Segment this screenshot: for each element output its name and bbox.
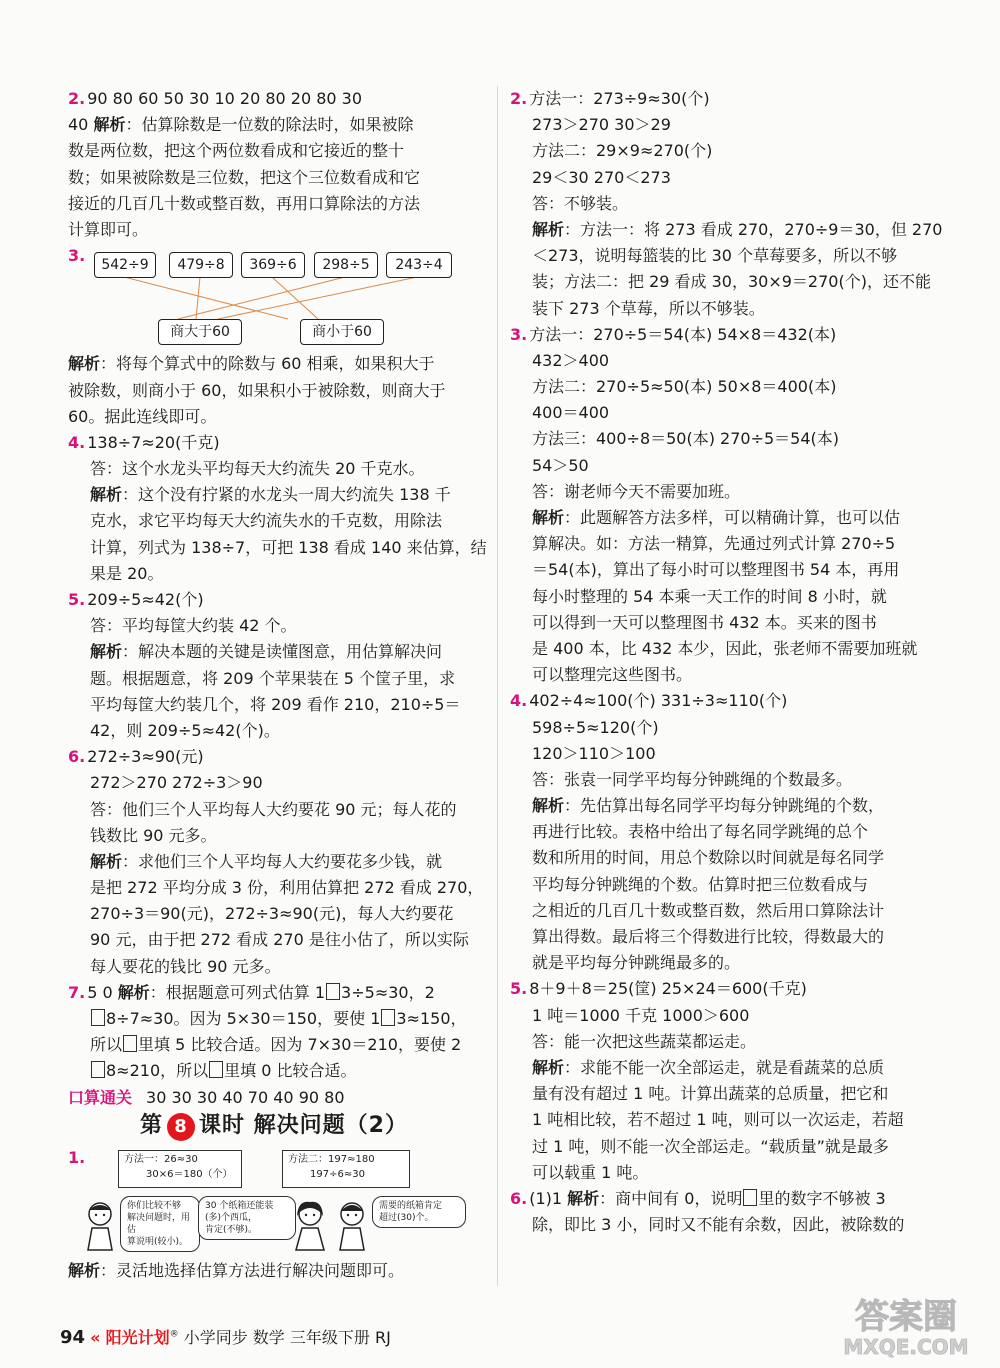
bubble-text: 算说明(较小)。 <box>127 1237 189 1247</box>
analysis-text: ：灵活地选择估算方法进行解决问题即可。 <box>100 1261 405 1280</box>
result-box-less: 商小于60 <box>300 319 384 345</box>
analysis-label: 解析 <box>68 354 101 374</box>
answer-text: 272÷3≈90(元) <box>87 747 204 767</box>
question-number: 7. <box>68 982 86 1002</box>
analysis-text: 接近的几百几十数或整百数，再用口算除法的方法 <box>68 193 421 213</box>
match-line <box>218 277 417 319</box>
blank-box <box>209 1061 223 1078</box>
girl-figure-icon <box>290 1200 330 1252</box>
question-number: 5. <box>510 979 528 999</box>
analysis-text: ：将每个算式中的除数与 60 相乘，如果积大于 <box>100 354 435 374</box>
watermark-logo <box>818 1290 994 1362</box>
kousuan-values: 30 30 30 40 70 40 90 80 <box>146 1087 345 1107</box>
analysis-text: 可以载重 1 吨。 <box>532 1162 649 1182</box>
question-7-left <box>68 980 492 1085</box>
answer-text: 方法一：273÷9≈30(个) <box>529 89 710 108</box>
answer-text: 138÷7≈20(千克) <box>87 432 220 452</box>
question-number: 6. <box>68 747 86 767</box>
answer-text: 29＜30 270＜273 <box>532 167 671 187</box>
analysis-text: 之相近的几百几十数或整百数，然后用口算除法计 <box>532 900 885 920</box>
question-number: 6. <box>510 1188 528 1208</box>
double-chevron-icon: « <box>90 1328 101 1347</box>
blank-box <box>381 1009 395 1026</box>
analysis-text: 题。根据题意，将 209 个苹果装在 5 个筐子里，求 <box>90 668 456 688</box>
question-number: 2. <box>68 89 86 108</box>
page-footer <box>60 1325 391 1348</box>
method-text: 30×6＝180（个） <box>146 1169 233 1180</box>
boy-figure-icon <box>80 1200 120 1252</box>
analysis-text: 270÷3＝90(元)，272÷3≈90(元)，每人大约要花 <box>90 904 454 924</box>
analysis-text: 算解决。如：方法一精算，先通过列式计算 270÷5 <box>532 534 896 554</box>
bubble-text: 30 个纸箱还能装 <box>205 1201 274 1211</box>
blank-box <box>326 983 340 1000</box>
analysis-label: 解析 <box>532 1057 565 1077</box>
question-number: 2. <box>510 89 528 108</box>
analysis-text: 算出得数。最后将三个得数进行比较，得数最大的 <box>532 927 885 946</box>
analysis-text: 过 1 吨，则不能一次全部运走。“载质量”就是最多 <box>532 1136 889 1156</box>
lesson8-analysis <box>68 1258 404 1284</box>
analysis-text: 90 元，由于把 272 看成 270 是往小估了，所以实际 <box>90 930 469 950</box>
blank-box <box>743 1189 757 1206</box>
analysis-text: ＜273，说明每篮装的比 30 个草莓要多，所以不够 <box>532 246 898 266</box>
question-5-left <box>68 587 492 744</box>
answer-text: 答：不够装。 <box>532 193 629 213</box>
analysis-text: ：先估算出每名同学平均每分钟跳绳的个数， <box>564 796 885 816</box>
lesson-number-badge: 8 <box>167 1113 195 1141</box>
watermark-url: MXQE.COM <box>843 1335 969 1359</box>
result-box-greater: 商大于60 <box>158 319 242 345</box>
analysis-text: ：商中间有 0，说明 <box>599 1188 743 1208</box>
analysis-text: 装下 273 个草莓，所以不够装。 <box>532 298 765 318</box>
question-5-right <box>510 976 942 1186</box>
watermark-text: 答案圈 <box>855 1297 957 1337</box>
question-2-left <box>68 86 492 243</box>
analysis-label: 解析 <box>532 796 565 816</box>
analysis-text: 平均每分钟跳绳的个数。估算时把三位数看成与 <box>532 874 869 894</box>
answer-text: 答：平均每筐大约装 42 个。 <box>90 616 297 636</box>
kousuan-label: 口算通关 <box>68 1087 133 1107</box>
expression-box: 542÷9 <box>94 252 156 278</box>
analysis-label: 解析 <box>90 642 123 662</box>
question-3-right <box>510 322 942 689</box>
analysis-text: ：这个没有拧紧的水龙头一周大约流失 138 千 <box>122 485 451 505</box>
method-two-box <box>282 1150 410 1188</box>
analysis-text: 8÷7≈30。因为 5×30＝150，要使 1 <box>106 1009 381 1028</box>
answer-text: 120＞110＞100 <box>532 743 656 763</box>
analysis-text: 60。据此连线即可。 <box>68 406 217 426</box>
analysis-text: 克水，求它平均每天大约流失水的千克数，用除法 <box>90 511 443 531</box>
answer-text: 答：张袁一同学平均每分钟跳绳的个数最多。 <box>532 769 853 789</box>
analysis-text: 3÷5≈30，2 <box>341 982 435 1002</box>
question-number: 4. <box>510 691 528 711</box>
blank-box <box>123 1035 137 1052</box>
analysis-label: 解析 <box>90 485 123 505</box>
analysis-text: 所以 <box>90 1035 123 1055</box>
analysis-text: 可以整理完这些图书。 <box>532 665 693 685</box>
analysis-label: 解析 <box>532 219 565 239</box>
answer-text: 方法三：400÷8＝50(本) 270÷5＝54(本) <box>532 429 840 449</box>
boy-figure-2-icon <box>332 1200 372 1252</box>
analysis-label: 解析 <box>93 115 126 135</box>
method-one-box <box>118 1150 242 1188</box>
analysis-label: 解析 <box>90 851 123 871</box>
bubble-text: 需要的纸箱肯定 <box>379 1201 443 1211</box>
analysis-text: 里填 0 比较合适。 <box>224 1061 357 1081</box>
answer-text: 400＝400 <box>532 403 610 423</box>
brand-name: 阳光计划 <box>105 1328 170 1347</box>
answer-text: 272＞270 272÷3＞90 <box>90 773 263 793</box>
answer-text: 209÷5≈42(个) <box>87 590 204 609</box>
analysis-text: 数是两位数，把这个两位数看成和它接近的整十 <box>68 141 405 161</box>
question-4-left <box>68 430 492 587</box>
analysis-text: 计算，列式为 138÷7，可把 138 看成 140 来估算，结 <box>90 537 487 557</box>
match-line <box>196 277 200 319</box>
answer-text: 答：这个水龙头平均每天大约流失 20 千克水。 <box>90 459 425 479</box>
analysis-text: 就是平均每分钟跳绳最多的。 <box>532 953 741 973</box>
analysis-text: ：解决本题的关键是读懂图意，用估算解决问 <box>122 642 443 662</box>
analysis-text: 除，即比 3 小，同时又不能有余数，因此，被除数的 <box>532 1215 905 1235</box>
expression-box: 298÷5 <box>314 252 378 278</box>
answer-text: 方法二：270÷5≈50(本) 50×8＝400(本) <box>532 377 837 397</box>
analysis-text: ：求能不能一次全部运走，就是看蔬菜的总质 <box>564 1057 885 1077</box>
question-number: 1. <box>68 1148 86 1167</box>
analysis-text: 量有没有超过 1 吨。计算出蔬菜的总质量，把它和 <box>532 1084 889 1104</box>
blank-box <box>91 1009 105 1026</box>
analysis-text: 里填 5 比较合适。因为 7×30＝210，要使 2 <box>138 1035 462 1055</box>
analysis-text: 1 吨相比较，若不超过 1 吨，则可以一次运走，若超 <box>532 1110 904 1130</box>
left-column <box>68 86 492 1111</box>
analysis-text: ：根据题意可列式估算 1 <box>149 982 326 1002</box>
answer-text: 1 吨＝1000 千克 1000＞600 <box>532 1005 750 1025</box>
right-column <box>510 86 942 1238</box>
speech-bubble-3 <box>372 1196 466 1228</box>
bubble-text: (多)个西瓜， <box>205 1213 258 1223</box>
question-4-right <box>510 688 942 976</box>
analysis-text: 装；方法二：把 29 看成 30，30×9＝270(个)，还不能 <box>532 272 931 292</box>
bubble-text: 肯定(不够)。 <box>205 1225 258 1235</box>
question-6-right <box>510 1186 942 1238</box>
bubble-text: 你们比较不够 <box>127 1201 182 1211</box>
analysis-text: 被除数，则商小于 60，如果积小于被除数，则商大于 <box>68 380 446 400</box>
method-text: 方法二：197≈180 <box>288 1154 375 1165</box>
answer-text: 方法一：270÷5＝54(本) 54×8＝432(本) <box>529 324 837 344</box>
answer-text: 答：能一次把这些蔬菜都运走。 <box>532 1031 757 1051</box>
match-line <box>272 277 318 319</box>
question-number: 4. <box>68 432 86 452</box>
blank-box <box>91 1061 105 1078</box>
answer-text: 402÷4≈100(个) 331÷3≈110(个) <box>529 691 788 711</box>
analysis-text: 平均每筐大约装几个，将 209 看作 210，210÷5＝ <box>90 694 461 714</box>
expression-box: 479÷8 <box>169 252 233 278</box>
analysis-text: 里的数字不够被 3 <box>758 1188 886 1208</box>
method-text: 197÷6≈30 <box>310 1169 365 1180</box>
analysis-text: 3≈150， <box>396 1009 467 1028</box>
question-number: 3. <box>68 246 86 266</box>
answer-text: 答：谢老师今天不需要加班。 <box>532 481 741 501</box>
registered-mark: ® <box>169 1329 179 1340</box>
question-2-right <box>510 86 942 322</box>
page-number: 94 <box>60 1327 86 1348</box>
answer-text: 答：他们三个人平均每人大约要花 90 元；每人花的 <box>90 799 457 819</box>
question-number: 3. <box>510 324 528 344</box>
analysis-text: 数和所用的时间，用总个数除以时间就是每名同学 <box>532 848 885 868</box>
answer-text: (1)1 <box>529 1188 568 1208</box>
answer-text: 598÷5≈120(个) <box>532 717 659 737</box>
question-3-analysis <box>68 351 492 430</box>
analysis-text: 42，则 209÷5≈42(个)。 <box>90 720 280 740</box>
answer-text: 8＋9＋8＝25(筐) 25×24＝600(千克) <box>529 979 807 999</box>
analysis-text: 可以得到一天可以整理图书 432 本。买来的图书 <box>532 612 877 632</box>
analysis-text: 8≈210，所以 <box>106 1061 209 1081</box>
analysis-text: 再进行比较。表格中给出了每名同学跳绳的总个 <box>532 822 869 842</box>
analysis-text: 果是 20。 <box>90 563 164 583</box>
analysis-label: 解析 <box>567 1188 600 1208</box>
lesson-title-prefix: 第 <box>140 1113 164 1138</box>
analysis-label: 解析 <box>117 982 150 1002</box>
analysis-text: 计算即可。 <box>68 219 149 239</box>
analysis-text: 每小时整理的 54 本乘一天工作的时间 8 小时，就 <box>532 586 887 606</box>
analysis-label: 解析 <box>532 508 565 527</box>
speech-bubble-2 <box>198 1196 296 1240</box>
method-text: 方法一：26≈30 <box>124 1154 198 1165</box>
analysis-text: 是 400 本，比 432 本少，因此，张老师不需要加班就 <box>532 638 918 658</box>
expression-box: 369÷6 <box>241 252 305 278</box>
answer-text: 432＞400 <box>532 350 610 370</box>
lesson-title <box>140 1108 408 1141</box>
answer-text: 方法二：29×9≈270(个) <box>532 141 713 161</box>
analysis-label: 解析 <box>68 1261 101 1280</box>
answer-text: 273＞270 30＞29 <box>532 115 671 135</box>
book-title: 小学同步 数学 三年级下册 RJ <box>183 1328 391 1347</box>
answer-text: 钱数比 90 元多。 <box>90 825 217 845</box>
lesson-title-text: 课时 解决问题（2） <box>199 1113 408 1138</box>
answer-text: 5 0 <box>87 982 118 1002</box>
kousuan-row <box>68 1085 492 1111</box>
analysis-text: ：求他们三个人平均每人大约要花多少钱，就 <box>122 851 443 871</box>
answer-text: 90 80 60 50 30 10 20 80 20 80 30 <box>87 89 363 108</box>
bubble-text: 超过(30)个。 <box>379 1213 434 1223</box>
analysis-text: ：方法一：将 273 看成 270，270÷9＝30，但 270 <box>564 219 942 239</box>
bubble-text: 解决问题时，用估 <box>127 1213 191 1235</box>
analysis-text: ：估算除数是一位数的除法时，如果被除 <box>125 115 414 135</box>
analysis-text: ：此题解答方法多样，可以精确计算，也可以估 <box>564 508 901 527</box>
question-number: 5. <box>68 590 86 609</box>
matching-diagram <box>68 246 492 354</box>
answer-text: 40 <box>68 115 94 135</box>
answer-text: 54＞50 <box>532 455 589 475</box>
analysis-text: 每人要花的钱比 90 元多。 <box>90 956 281 976</box>
expression-box: 243÷4 <box>386 252 452 278</box>
analysis-text: 是把 272 平均分成 3 份，利用估算把 272 看成 270， <box>90 878 484 898</box>
speech-bubble-1 <box>120 1196 200 1252</box>
column-divider <box>497 86 498 1286</box>
analysis-text: ＝54(本)，算出了每小时可以整理图书 54 本，再用 <box>532 560 900 580</box>
question-6-left <box>68 744 492 980</box>
analysis-text: 数；如果被除数是三位数，把这个三位数看成和它 <box>68 167 421 187</box>
